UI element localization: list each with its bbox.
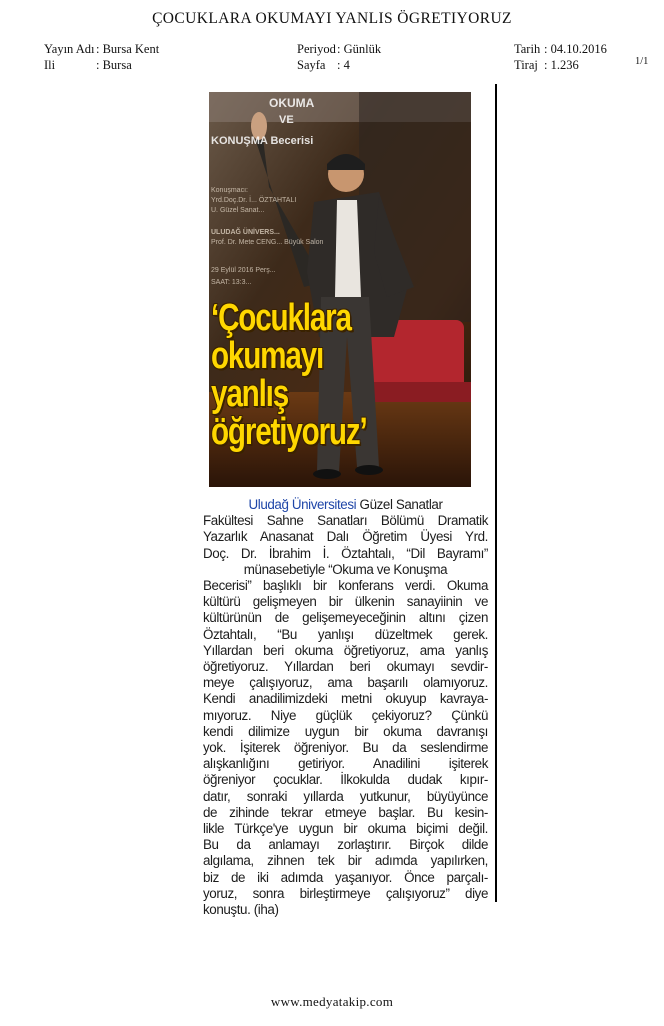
date-value: : 04.10.2016 <box>544 42 607 56</box>
banner-line-2: VE <box>279 114 294 126</box>
city-value: : Bursa <box>96 58 132 72</box>
banner-line-3: KONUŞMA Becerisi <box>211 135 314 147</box>
headline-line: yanlış <box>211 373 289 415</box>
footer-url: www.medyatakip.com <box>270 994 394 1009</box>
article-line: mıyoruz. Niye güçlük çekiyoruz? Çünkü <box>203 707 488 723</box>
headline-line: öğretiyoruz’ <box>211 411 367 453</box>
article-line: Öztahtalı, “Bu yanlışı düzeltmek gerek. <box>203 626 488 642</box>
article-line: kültürünün de gelişemeyeceğinin altını çizen <box>203 610 488 626</box>
headline <box>211 299 415 451</box>
banner-line-4: Konuşmacı: <box>211 187 248 194</box>
page-title: ÇOCUKLARA OKUMAYI YANLIS ÖGRETIYORUZ <box>152 10 512 27</box>
article-line: Becerisi” başlıklı bir konferans verdi. Okuma <box>203 578 488 594</box>
period-label: Periyod <box>297 42 336 56</box>
page-label: Sayfa <box>297 58 326 72</box>
news-clipping-image <box>209 92 471 487</box>
article-line: Fakültesi Sahne Sanatları Bölümü Dramatik <box>203 513 488 529</box>
column-divider <box>495 84 497 902</box>
circulation-value: : 1.236 <box>544 58 579 72</box>
article-line: de zihinde tekrar etmeye başlar. Bu kesin- <box>203 804 488 820</box>
publication-value: : Bursa Kent <box>96 42 160 56</box>
article-line: Doç. Dr. İbrahim İ. Öztahtalı, “Dil Bayramı” <box>203 545 488 561</box>
period-meta <box>297 41 381 73</box>
banner-line-7: ULUDAĞ ÜNİVERS... <box>211 229 280 236</box>
banner-line-6: U. Güzel Sanat... <box>211 207 265 214</box>
article-line: Yıllardan beri okuma öğretiyoruz, ama yanlış <box>203 642 488 658</box>
article-line: biz de iki adımda yaşanıyor. Önce parçalı- <box>203 869 488 885</box>
article-line: meye çalışıyoruz, ama başarılı olamıyoruz. <box>203 675 488 691</box>
period-value: : Günlük <box>337 42 382 56</box>
banner-line-9: 29 Eylül 2016 Perş... <box>211 267 276 274</box>
article-line: münasebetiyle “Okuma ve Konuşma <box>243 561 448 577</box>
article-line: konuştu. (iha) <box>203 902 279 918</box>
article-line: Bu da anlamayı zorlaştırır. Birçok dilde <box>203 837 488 853</box>
circulation-label: Tiraj <box>514 58 538 72</box>
article-line: Yazarlık Anasanat Dalı Öğretim Üyesi Yrd. <box>203 529 488 545</box>
article-line: kültürü gelişmeyen bir ülkenin sanayiinin ve <box>203 594 488 610</box>
headline-line: okumayı <box>211 335 324 377</box>
article-line: öğretiyoruz. Yıllardan beri okumayı sevdir- <box>203 659 488 675</box>
article-line: datır, sonraki yıllarda yutkunur, büyüyünce <box>203 788 488 804</box>
article-line: algılama, zihnen tek bir adımda yapılırken, <box>203 853 488 869</box>
banner-line-10: SAAT: 13:3... <box>211 279 252 286</box>
article-body <box>203 497 488 918</box>
article-line: yoruz, sonra birleştirmeye çalışıyoruz” diye <box>203 885 488 901</box>
article-line: alışkanlığını getiriyor. Anadilini işiterek <box>203 756 488 772</box>
headline-line: ‘Çocuklara <box>211 297 351 339</box>
highlight-university: Uludağ Üniversitesi <box>248 497 357 512</box>
article-line: öğreniyor çocuklar. İlkokulda dudak kıpır- <box>203 772 488 788</box>
date-meta <box>514 41 607 73</box>
publication-meta <box>44 41 159 73</box>
banner-line-1: OKUMA <box>269 96 315 110</box>
page-number: 1/1 <box>635 56 649 67</box>
banner-line-8: Prof. Dr. Mete CENG... Büyük Salon <box>211 239 324 246</box>
city-label: Ili <box>44 58 56 72</box>
article-line: yok. İşiterek öğreniyor. Bu da seslendirme <box>203 740 488 756</box>
publication-label: Yayın Adı <box>44 42 95 56</box>
article-line: Kendi anadilimizdeki metni okuyup kavraya- <box>203 691 488 707</box>
banner-line-5: Yrd.Doç.Dr. İ... ÖZTAHTALI <box>211 197 297 204</box>
page-value: : 4 <box>337 58 350 72</box>
article-line: kendi dilimize uygun bir okuma davranışı <box>203 723 488 739</box>
article-line: Uludağ Üniversitesi Güzel Sanatlar <box>248 497 443 512</box>
date-label: Tarih <box>514 42 541 56</box>
article-line: likle Türkçe'ye uygun bir okuma biçimi değil. <box>203 821 488 837</box>
